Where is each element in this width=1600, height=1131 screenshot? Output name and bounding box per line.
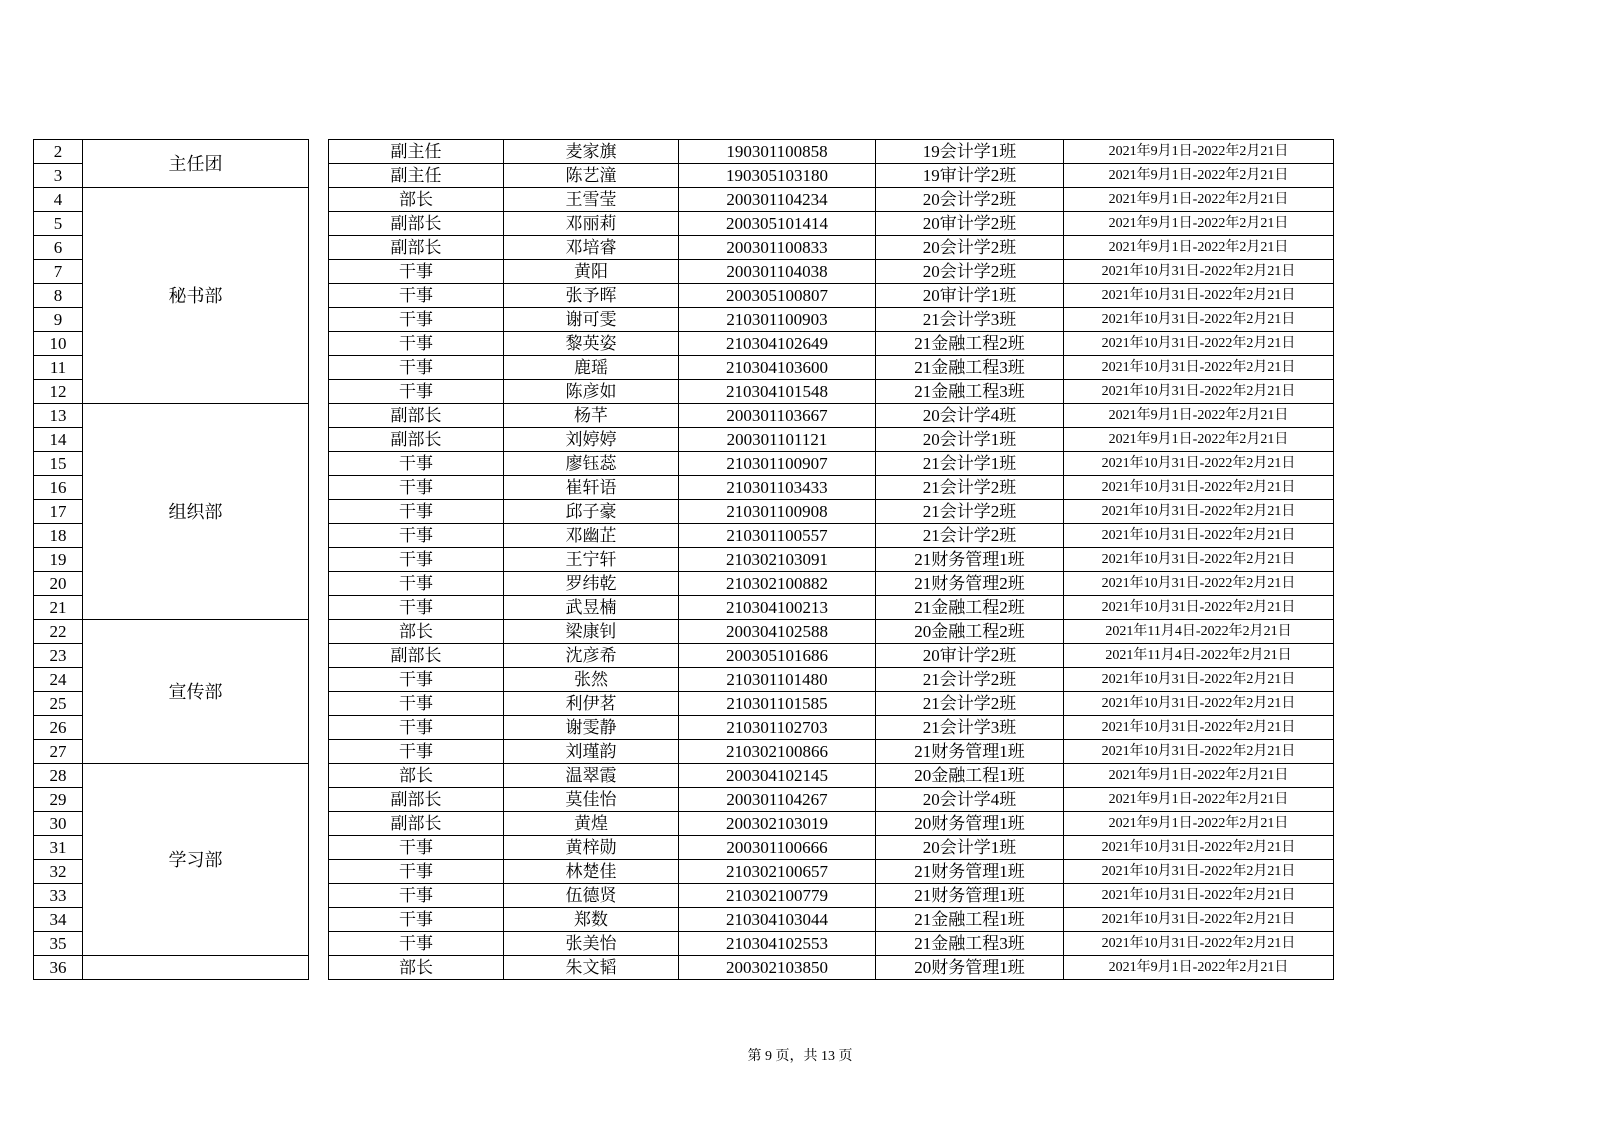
student-id-cell: 200305101414 xyxy=(679,212,876,236)
student-id-cell: 200301104267 xyxy=(679,788,876,812)
student-id-cell: 210301100557 xyxy=(679,524,876,548)
term-period-cell: 2021年9月1日-2022年2月21日 xyxy=(1064,188,1334,212)
term-period-cell: 2021年10月31日-2022年2月21日 xyxy=(1064,308,1334,332)
name-cell: 陈彦如 xyxy=(504,380,679,404)
row-number-cell: 10 xyxy=(34,332,83,356)
class-cell: 19审计学2班 xyxy=(876,164,1064,188)
class-cell: 21财务管理1班 xyxy=(876,884,1064,908)
row-number-cell: 9 xyxy=(34,308,83,332)
position-cell: 干事 xyxy=(329,332,504,356)
position-cell: 干事 xyxy=(329,260,504,284)
name-cell: 邓丽莉 xyxy=(504,212,679,236)
position-cell: 干事 xyxy=(329,548,504,572)
column-gap xyxy=(309,620,329,764)
row-number-cell: 23 xyxy=(34,644,83,668)
name-cell: 谢可雯 xyxy=(504,308,679,332)
term-period-cell: 2021年9月1日-2022年2月21日 xyxy=(1064,212,1334,236)
name-cell: 王雪莹 xyxy=(504,188,679,212)
class-cell: 21金融工程3班 xyxy=(876,356,1064,380)
name-cell: 伍德贤 xyxy=(504,884,679,908)
row-number-cell: 17 xyxy=(34,500,83,524)
column-gap xyxy=(309,404,329,620)
row-number-cell: 35 xyxy=(34,932,83,956)
student-id-cell: 200301100666 xyxy=(679,836,876,860)
table-row xyxy=(34,956,1334,980)
row-number-cell: 28 xyxy=(34,764,83,788)
position-cell: 干事 xyxy=(329,740,504,764)
position-cell: 干事 xyxy=(329,596,504,620)
student-id-cell: 210302100657 xyxy=(679,860,876,884)
name-cell: 张予晖 xyxy=(504,284,679,308)
department-cell: 学习部 xyxy=(83,764,309,956)
name-cell: 邱子豪 xyxy=(504,500,679,524)
row-number-cell: 22 xyxy=(34,620,83,644)
student-id-cell: 210302103091 xyxy=(679,548,876,572)
name-cell: 梁康钊 xyxy=(504,620,679,644)
class-cell: 21会计学2班 xyxy=(876,524,1064,548)
row-number-cell: 21 xyxy=(34,596,83,620)
term-period-cell: 2021年10月31日-2022年2月21日 xyxy=(1064,476,1334,500)
position-cell: 干事 xyxy=(329,668,504,692)
term-period-cell: 2021年9月1日-2022年2月21日 xyxy=(1064,140,1334,164)
student-id-cell: 200305100807 xyxy=(679,284,876,308)
student-id-cell: 200304102145 xyxy=(679,764,876,788)
name-cell: 黎英姿 xyxy=(504,332,679,356)
class-cell: 20审计学2班 xyxy=(876,644,1064,668)
department-cell: 主任团 xyxy=(83,140,309,188)
row-number-cell: 20 xyxy=(34,572,83,596)
position-cell: 副部长 xyxy=(329,404,504,428)
student-id-cell: 190305103180 xyxy=(679,164,876,188)
position-cell: 干事 xyxy=(329,860,504,884)
student-id-cell: 210304102553 xyxy=(679,932,876,956)
table-row xyxy=(34,764,1334,788)
class-cell: 21金融工程1班 xyxy=(876,908,1064,932)
row-number-cell: 29 xyxy=(34,788,83,812)
row-number-cell: 11 xyxy=(34,356,83,380)
row-number-cell: 27 xyxy=(34,740,83,764)
name-cell: 崔轩语 xyxy=(504,476,679,500)
term-period-cell: 2021年10月31日-2022年2月21日 xyxy=(1064,836,1334,860)
student-id-cell: 210301100908 xyxy=(679,500,876,524)
name-cell: 黄煌 xyxy=(504,812,679,836)
name-cell: 沈彦希 xyxy=(504,644,679,668)
row-number-cell: 19 xyxy=(34,548,83,572)
student-id-cell: 210301101585 xyxy=(679,692,876,716)
student-id-cell: 200301103667 xyxy=(679,404,876,428)
student-id-cell: 210301100907 xyxy=(679,452,876,476)
row-number-cell: 24 xyxy=(34,668,83,692)
column-gap xyxy=(309,188,329,404)
class-cell: 19会计学1班 xyxy=(876,140,1064,164)
name-cell: 王宁轩 xyxy=(504,548,679,572)
department-cell: 组织部 xyxy=(83,404,309,620)
position-cell: 干事 xyxy=(329,476,504,500)
position-cell: 副部长 xyxy=(329,428,504,452)
row-number-cell: 3 xyxy=(34,164,83,188)
position-cell: 副部长 xyxy=(329,236,504,260)
row-number-cell: 13 xyxy=(34,404,83,428)
department-cell xyxy=(83,956,309,980)
class-cell: 20会计学2班 xyxy=(876,188,1064,212)
student-id-cell: 190301100858 xyxy=(679,140,876,164)
class-cell: 21金融工程2班 xyxy=(876,596,1064,620)
class-cell: 21会计学1班 xyxy=(876,452,1064,476)
name-cell: 陈艺潼 xyxy=(504,164,679,188)
class-cell: 20会计学2班 xyxy=(876,260,1064,284)
student-id-cell: 210301103433 xyxy=(679,476,876,500)
name-cell: 杨芊 xyxy=(504,404,679,428)
table-row xyxy=(34,404,1334,428)
position-cell: 副部长 xyxy=(329,644,504,668)
class-cell: 21财务管理1班 xyxy=(876,740,1064,764)
student-id-cell: 200302103850 xyxy=(679,956,876,980)
class-cell: 20金融工程1班 xyxy=(876,764,1064,788)
term-period-cell: 2021年10月31日-2022年2月21日 xyxy=(1064,548,1334,572)
name-cell: 邓幽芷 xyxy=(504,524,679,548)
position-cell: 部长 xyxy=(329,956,504,980)
term-period-cell: 2021年9月1日-2022年2月21日 xyxy=(1064,788,1334,812)
position-cell: 干事 xyxy=(329,380,504,404)
name-cell: 邓培睿 xyxy=(504,236,679,260)
position-cell: 部长 xyxy=(329,764,504,788)
term-period-cell: 2021年10月31日-2022年2月21日 xyxy=(1064,740,1334,764)
name-cell: 张然 xyxy=(504,668,679,692)
department-cell: 秘书部 xyxy=(83,188,309,404)
position-cell: 干事 xyxy=(329,284,504,308)
position-cell: 副部长 xyxy=(329,788,504,812)
position-cell: 副主任 xyxy=(329,140,504,164)
term-period-cell: 2021年10月31日-2022年2月21日 xyxy=(1064,908,1334,932)
table-row xyxy=(34,188,1334,212)
name-cell: 郑数 xyxy=(504,908,679,932)
student-id-cell: 210301102703 xyxy=(679,716,876,740)
student-id-cell: 210301101480 xyxy=(679,668,876,692)
term-period-cell: 2021年10月31日-2022年2月21日 xyxy=(1064,884,1334,908)
row-number-cell: 36 xyxy=(34,956,83,980)
class-cell: 21金融工程3班 xyxy=(876,380,1064,404)
name-cell: 刘婷婷 xyxy=(504,428,679,452)
department-cell: 宣传部 xyxy=(83,620,309,764)
term-period-cell: 2021年10月31日-2022年2月21日 xyxy=(1064,716,1334,740)
student-id-cell: 200301101121 xyxy=(679,428,876,452)
row-number-cell: 7 xyxy=(34,260,83,284)
position-cell: 干事 xyxy=(329,932,504,956)
student-id-cell: 200301100833 xyxy=(679,236,876,260)
position-cell: 干事 xyxy=(329,716,504,740)
student-id-cell: 210301100903 xyxy=(679,308,876,332)
row-number-cell: 26 xyxy=(34,716,83,740)
row-number-cell: 14 xyxy=(34,428,83,452)
name-cell: 黄阳 xyxy=(504,260,679,284)
position-cell: 副部长 xyxy=(329,812,504,836)
class-cell: 20审计学2班 xyxy=(876,212,1064,236)
position-cell: 干事 xyxy=(329,452,504,476)
class-cell: 20财务管理1班 xyxy=(876,956,1064,980)
term-period-cell: 2021年10月31日-2022年2月21日 xyxy=(1064,860,1334,884)
student-id-cell: 200301104234 xyxy=(679,188,876,212)
term-period-cell: 2021年10月31日-2022年2月21日 xyxy=(1064,668,1334,692)
term-period-cell: 2021年10月31日-2022年2月21日 xyxy=(1064,260,1334,284)
term-period-cell: 2021年10月31日-2022年2月21日 xyxy=(1064,524,1334,548)
term-period-cell: 2021年9月1日-2022年2月21日 xyxy=(1064,236,1334,260)
position-cell: 干事 xyxy=(329,836,504,860)
term-period-cell: 2021年10月31日-2022年2月21日 xyxy=(1064,932,1334,956)
table-row xyxy=(34,620,1334,644)
name-cell: 朱文韬 xyxy=(504,956,679,980)
position-cell: 干事 xyxy=(329,692,504,716)
row-number-cell: 25 xyxy=(34,692,83,716)
position-cell: 干事 xyxy=(329,500,504,524)
position-cell: 干事 xyxy=(329,524,504,548)
term-period-cell: 2021年10月31日-2022年2月21日 xyxy=(1064,452,1334,476)
position-cell: 干事 xyxy=(329,884,504,908)
class-cell: 21会计学2班 xyxy=(876,476,1064,500)
student-id-cell: 210304103600 xyxy=(679,356,876,380)
column-gap xyxy=(309,140,329,188)
term-period-cell: 2021年10月31日-2022年2月21日 xyxy=(1064,692,1334,716)
student-id-cell: 200304102588 xyxy=(679,620,876,644)
class-cell: 20会计学4班 xyxy=(876,404,1064,428)
class-cell: 20会计学4班 xyxy=(876,788,1064,812)
roster-body xyxy=(34,140,1334,980)
term-period-cell: 2021年10月31日-2022年2月21日 xyxy=(1064,500,1334,524)
term-period-cell: 2021年9月1日-2022年2月21日 xyxy=(1064,956,1334,980)
row-number-cell: 18 xyxy=(34,524,83,548)
term-period-cell: 2021年10月31日-2022年2月21日 xyxy=(1064,596,1334,620)
position-cell: 副部长 xyxy=(329,212,504,236)
term-period-cell: 2021年9月1日-2022年2月21日 xyxy=(1064,428,1334,452)
row-number-cell: 5 xyxy=(34,212,83,236)
term-period-cell: 2021年9月1日-2022年2月21日 xyxy=(1064,404,1334,428)
class-cell: 20财务管理1班 xyxy=(876,812,1064,836)
term-period-cell: 2021年10月31日-2022年2月21日 xyxy=(1064,572,1334,596)
class-cell: 21会计学2班 xyxy=(876,692,1064,716)
row-number-cell: 30 xyxy=(34,812,83,836)
name-cell: 罗纬乾 xyxy=(504,572,679,596)
student-id-cell: 210302100866 xyxy=(679,740,876,764)
name-cell: 武昱楠 xyxy=(504,596,679,620)
student-id-cell: 200305101686 xyxy=(679,644,876,668)
class-cell: 21会计学3班 xyxy=(876,308,1064,332)
name-cell: 温翠霞 xyxy=(504,764,679,788)
term-period-cell: 2021年10月31日-2022年2月21日 xyxy=(1064,332,1334,356)
student-id-cell: 210304103044 xyxy=(679,908,876,932)
page-footer: 第 9 页，共 13 页 xyxy=(747,1049,853,1064)
class-cell: 20金融工程2班 xyxy=(876,620,1064,644)
roster-table xyxy=(33,139,1334,980)
row-number-cell: 15 xyxy=(34,452,83,476)
name-cell: 利伊茗 xyxy=(504,692,679,716)
row-number-cell: 31 xyxy=(34,836,83,860)
class-cell: 21财务管理2班 xyxy=(876,572,1064,596)
term-period-cell: 2021年9月1日-2022年2月21日 xyxy=(1064,764,1334,788)
class-cell: 20会计学2班 xyxy=(876,236,1064,260)
position-cell: 干事 xyxy=(329,356,504,380)
student-id-cell: 200301104038 xyxy=(679,260,876,284)
name-cell: 谢雯静 xyxy=(504,716,679,740)
row-number-cell: 34 xyxy=(34,908,83,932)
position-cell: 部长 xyxy=(329,188,504,212)
row-number-cell: 6 xyxy=(34,236,83,260)
name-cell: 刘瑾韵 xyxy=(504,740,679,764)
class-cell: 21会计学2班 xyxy=(876,500,1064,524)
class-cell: 21会计学2班 xyxy=(876,668,1064,692)
term-period-cell: 2021年11月4日-2022年2月21日 xyxy=(1064,644,1334,668)
row-number-cell: 32 xyxy=(34,860,83,884)
student-id-cell: 210304101548 xyxy=(679,380,876,404)
position-cell: 干事 xyxy=(329,308,504,332)
table-row xyxy=(34,140,1334,164)
term-period-cell: 2021年11月4日-2022年2月21日 xyxy=(1064,620,1334,644)
class-cell: 21财务管理1班 xyxy=(876,548,1064,572)
class-cell: 21会计学3班 xyxy=(876,716,1064,740)
term-period-cell: 2021年10月31日-2022年2月21日 xyxy=(1064,380,1334,404)
name-cell: 鹿瑶 xyxy=(504,356,679,380)
name-cell: 黄梓勋 xyxy=(504,836,679,860)
student-id-cell: 210302100779 xyxy=(679,884,876,908)
row-number-cell: 4 xyxy=(34,188,83,212)
name-cell: 林楚佳 xyxy=(504,860,679,884)
term-period-cell: 2021年9月1日-2022年2月21日 xyxy=(1064,164,1334,188)
term-period-cell: 2021年10月31日-2022年2月21日 xyxy=(1064,356,1334,380)
term-period-cell: 2021年9月1日-2022年2月21日 xyxy=(1064,812,1334,836)
student-id-cell: 210302100882 xyxy=(679,572,876,596)
student-id-cell: 200302103019 xyxy=(679,812,876,836)
term-period-cell: 2021年10月31日-2022年2月21日 xyxy=(1064,284,1334,308)
class-cell: 20会计学1班 xyxy=(876,428,1064,452)
name-cell: 张美怡 xyxy=(504,932,679,956)
name-cell: 莫佳怡 xyxy=(504,788,679,812)
name-cell: 麦家旗 xyxy=(504,140,679,164)
column-gap xyxy=(309,956,329,980)
class-cell: 21财务管理1班 xyxy=(876,860,1064,884)
position-cell: 副主任 xyxy=(329,164,504,188)
column-gap xyxy=(309,764,329,956)
class-cell: 21金融工程2班 xyxy=(876,332,1064,356)
position-cell: 部长 xyxy=(329,620,504,644)
row-number-cell: 33 xyxy=(34,884,83,908)
class-cell: 21金融工程3班 xyxy=(876,932,1064,956)
row-number-cell: 12 xyxy=(34,380,83,404)
row-number-cell: 8 xyxy=(34,284,83,308)
row-number-cell: 2 xyxy=(34,140,83,164)
class-cell: 20审计学1班 xyxy=(876,284,1064,308)
class-cell: 20会计学1班 xyxy=(876,836,1064,860)
position-cell: 干事 xyxy=(329,908,504,932)
row-number-cell: 16 xyxy=(34,476,83,500)
position-cell: 干事 xyxy=(329,572,504,596)
student-id-cell: 210304102649 xyxy=(679,332,876,356)
student-id-cell: 210304100213 xyxy=(679,596,876,620)
name-cell: 廖钰蕊 xyxy=(504,452,679,476)
